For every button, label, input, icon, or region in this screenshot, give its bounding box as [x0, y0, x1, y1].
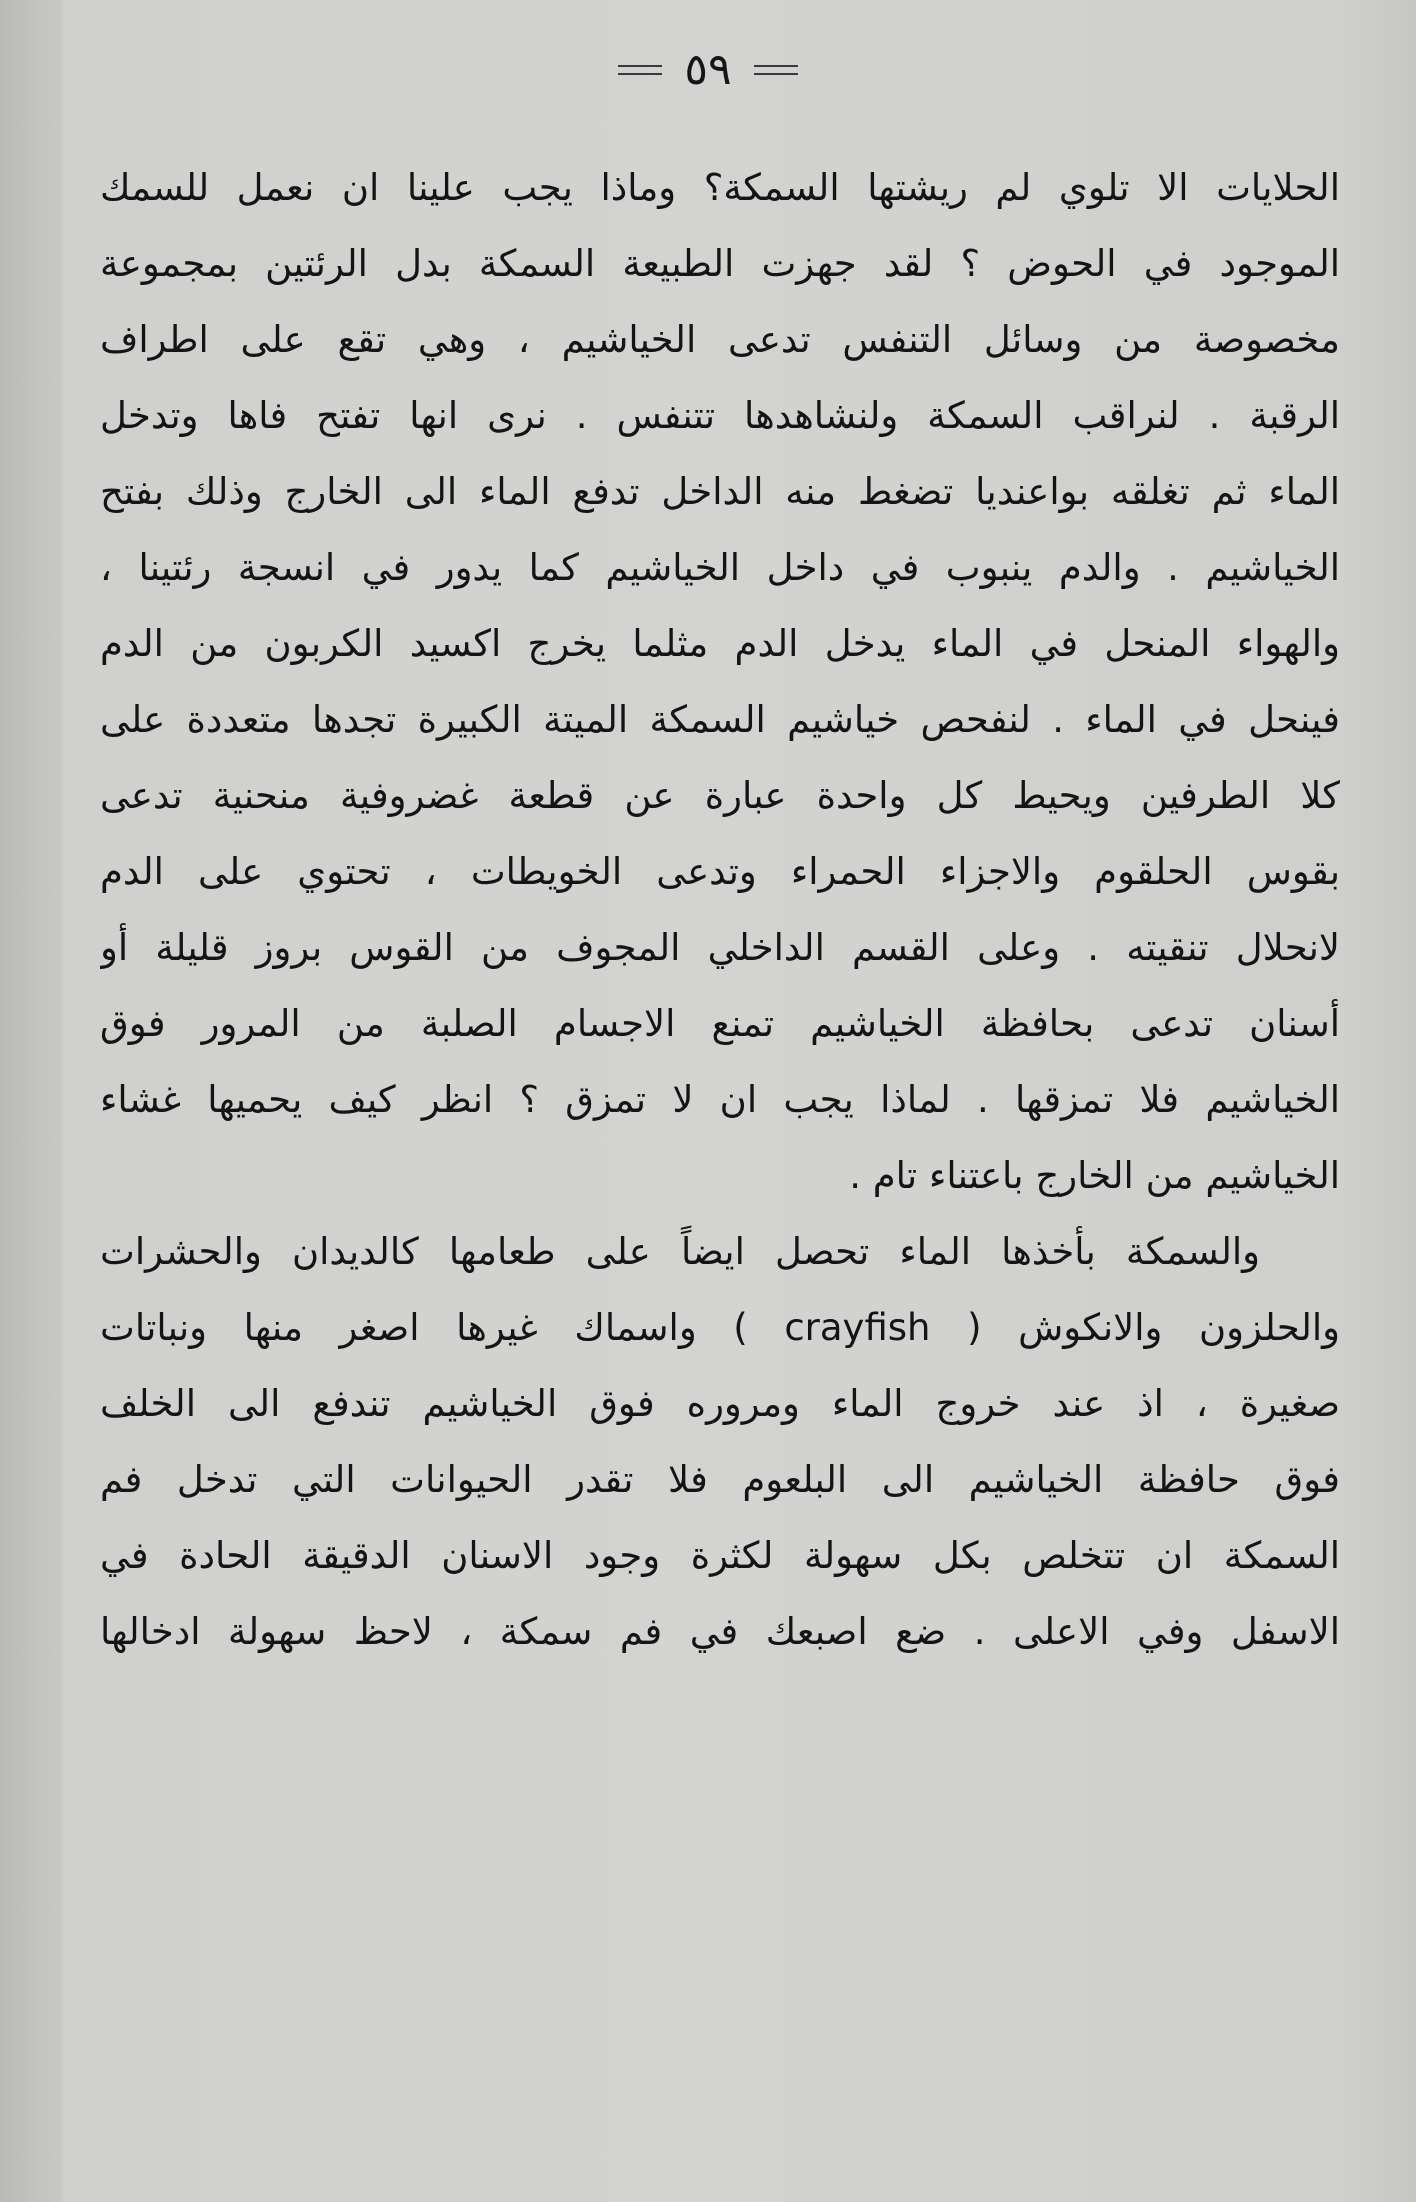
text-line: بقوس الحلقوم والاجزاء الحمراء وتدعى الخويطات ، تحتوي على الدم — [100, 850, 1340, 893]
text-line: مخصوصة من وسائل التنفس تدعى الخياشيم ، وهي تقع على اطراف — [100, 318, 1340, 361]
text-line: الخياشيم فلا تمزقها . لماذا يجب ان لا تمزق ؟ انظر كيف يحميها غشاء — [100, 1078, 1340, 1121]
page-number: ٥٩ — [684, 44, 732, 95]
body-text — [100, 150, 1340, 1670]
text-line: لانحلال تنقيته . وعلى القسم الداخلي المجوف من القوس بروز قليلة أو — [100, 926, 1340, 969]
page-header — [0, 40, 1416, 100]
text-line: الحلايات الا تلوي لم ريشتها السمكة؟ وماذا يجب علينا ان نعمل للسمك — [100, 166, 1340, 209]
text-line: فينحل في الماء . لنفحص خياشيم السمكة الميتة الكبيرة تجدها متعددة على — [100, 698, 1340, 741]
text-line-paragraph-end: الخياشيم من الخارج باعتناء تام . — [849, 1154, 1340, 1197]
header-rule-left — [618, 65, 662, 75]
text-line: السمكة ان تتخلص بكل سهولة لكثرة وجود الاسنان الدقيقة الحادة في — [100, 1534, 1340, 1577]
text-line: والحلزون والانكوش ( crayfish ) واسماك غيرها اصغر منها ونباتات — [100, 1306, 1340, 1349]
text-line: أسنان تدعى بحافظة الخياشيم تمنع الاجسام الصلبة من المرور فوق — [100, 1002, 1340, 1045]
text-line-paragraph-start: والسمكة بأخذها الماء تحصل ايضاً على طعامها كالديدان والحشرات — [100, 1230, 1260, 1273]
text-line: صغيرة ، اذ عند خروج الماء ومروره فوق الخياشيم تندفع الى الخلف — [100, 1382, 1340, 1425]
text-line: والهواء المنحل في الماء يدخل الدم مثلما يخرج اكسيد الكربون من الدم — [100, 622, 1340, 665]
text-line: الموجود في الحوض ؟ لقد جهزت الطبيعة السمكة بدل الرئتين بمجموعة — [100, 242, 1340, 285]
text-line: الاسفل وفي الاعلى . ضع اصبعك في فم سمكة ، لاحظ سهولة ادخالها — [100, 1610, 1340, 1653]
header-rule-right — [754, 65, 798, 75]
text-line: الخياشيم . والدم ينبوب في داخل الخياشيم كما يدور في انسجة رئتينا ، — [100, 546, 1340, 589]
text-line: كلا الطرفين ويحيط كل واحدة عبارة عن قطعة غضروفية منحنية تدعى — [100, 774, 1340, 817]
text-line: الرقبة . لنراقب السمكة ولنشاهدها تتنفس . نرى انها تفتح فاها وتدخل — [100, 394, 1340, 437]
text-line: الماء ثم تغلقه بواعنديا تضغط منه الداخل تدفع الماء الى الخارج وذلك بفتح — [100, 470, 1340, 513]
page-gutter-shadow — [0, 0, 62, 2202]
text-line: فوق حافظة الخياشيم الى البلعوم فلا تقدر الحيوانات التي تدخل فم — [100, 1458, 1340, 1501]
